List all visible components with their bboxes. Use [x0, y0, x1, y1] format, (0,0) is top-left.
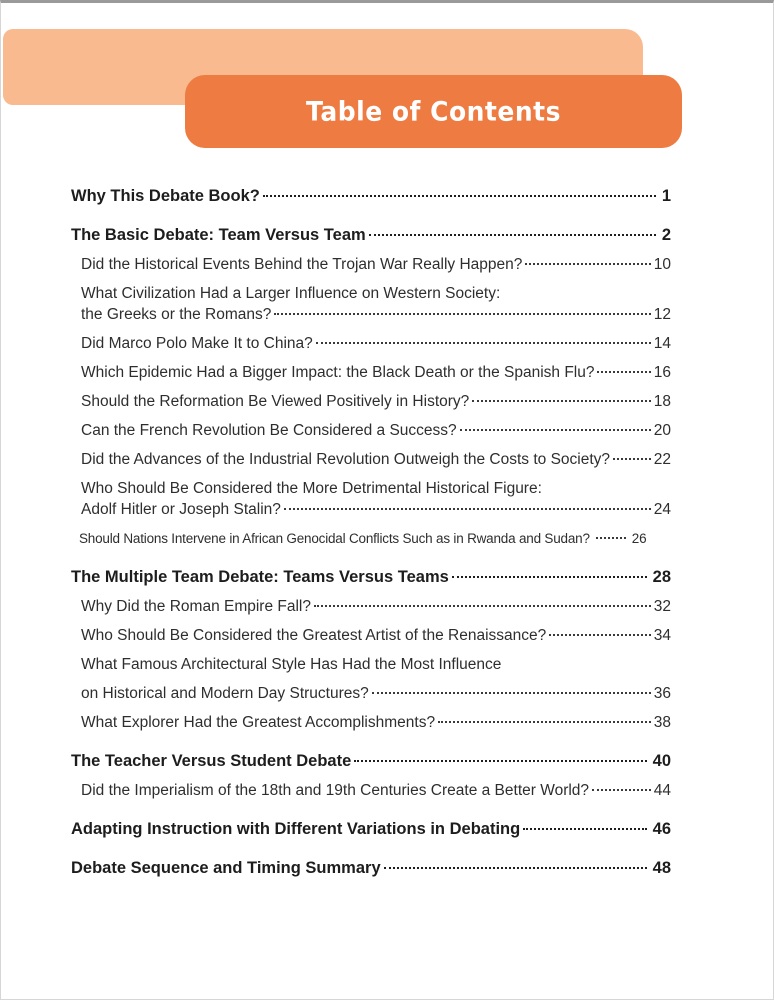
- toc-entry-title: Did Marco Polo Make It to China?: [81, 335, 313, 352]
- toc-sub-entry: [71, 597, 671, 616]
- page-number: 38: [653, 714, 671, 731]
- page-number: 28: [652, 568, 671, 586]
- page-number: 1: [661, 187, 671, 205]
- toc-sub-entry: [71, 684, 671, 703]
- toc-sub-entry: [71, 713, 671, 732]
- dot-leader: [316, 342, 651, 344]
- table-of-contents: [71, 187, 671, 878]
- toc-sub-entry: [71, 626, 671, 645]
- page-number: 10: [653, 256, 671, 273]
- toc-sub-entry: [71, 479, 671, 498]
- toc-sub-entry: [71, 305, 671, 324]
- toc-entry-title: Should the Reformation Be Viewed Positively in History?: [81, 393, 470, 410]
- toc-sub-entry: [71, 284, 671, 303]
- toc-entry-title: Adolf Hitler or Joseph Stalin?: [81, 501, 281, 518]
- toc-entry-title: The Teacher Versus Student Debate: [71, 752, 352, 770]
- page-number: 48: [652, 859, 671, 877]
- dot-leader: [596, 537, 626, 539]
- dot-leader: [452, 576, 647, 578]
- dot-leader: [369, 234, 656, 236]
- toc-sub-entry: [71, 500, 671, 519]
- page-number: 34: [653, 627, 671, 644]
- dot-leader: [592, 789, 651, 791]
- page-number: 2: [661, 226, 671, 244]
- toc-sub-entry: [71, 392, 671, 411]
- dot-leader: [284, 508, 651, 510]
- page-number: 32: [653, 598, 671, 615]
- dot-leader: [549, 634, 650, 636]
- toc-entry-title: The Basic Debate: Team Versus Team: [71, 226, 366, 244]
- toc-chapter-entry: [71, 226, 671, 245]
- dot-leader: [597, 371, 650, 373]
- toc-sub-entry: [71, 255, 671, 274]
- toc-chapter-entry: [71, 820, 671, 839]
- toc-sub-entry: [71, 363, 671, 382]
- dot-leader: [438, 721, 651, 723]
- toc-sub-entry: [71, 529, 671, 548]
- toc-entry-title: What Famous Architectural Style Has Had the Most Influence: [81, 656, 502, 673]
- page-number: 18: [653, 393, 671, 410]
- toc-chapter-entry: [71, 187, 671, 206]
- dot-leader: [263, 195, 656, 197]
- toc-entry-title: Why This Debate Book?: [71, 187, 260, 205]
- toc-entry-title: The Multiple Team Debate: Teams Versus Teams: [71, 568, 449, 586]
- toc-entry-title: Did the Imperialism of the 18th and 19th Centuries Create a Better World?: [81, 782, 590, 799]
- dot-leader: [274, 313, 650, 315]
- page-number: 46: [652, 820, 671, 838]
- toc-sub-entry: [71, 781, 671, 800]
- toc-chapter-entry: [71, 859, 671, 878]
- toc-sub-entry: [71, 421, 671, 440]
- toc-entry-title: Adapting Instruction with Different Variations in Debating: [71, 820, 521, 838]
- page-number: 22: [653, 451, 671, 468]
- toc-sub-entry: [71, 334, 671, 353]
- toc-sub-entry: [71, 655, 671, 674]
- dot-leader: [354, 760, 646, 762]
- page-number: 20: [653, 422, 671, 439]
- dot-leader: [314, 605, 651, 607]
- toc-entry-title: What Civilization Had a Larger Influence on Western Society:: [81, 285, 501, 302]
- toc-entry-title: Who Should Be Considered the Greatest Artist of the Renaissance?: [81, 627, 547, 644]
- dot-leader: [525, 263, 650, 265]
- toc-sub-entry: [71, 450, 671, 469]
- toc-chapter-entry: [71, 568, 671, 587]
- toc-entry-title: Which Epidemic Had a Bigger Impact: the Black Death or the Spanish Flu?: [81, 364, 595, 381]
- page-number: 40: [652, 752, 671, 770]
- dot-leader: [523, 828, 646, 830]
- dot-leader: [613, 458, 651, 460]
- page-title: Table of Contents: [306, 95, 561, 128]
- toc-entry-title: on Historical and Modern Day Structures?: [81, 685, 369, 702]
- page-number: 44: [653, 782, 671, 799]
- page-number: 16: [653, 364, 671, 381]
- toc-entry-title: Did the Advances of the Industrial Revolution Outweigh the Costs to Society?: [81, 451, 611, 468]
- page-number: 24: [653, 501, 671, 518]
- title-banner: [185, 75, 682, 148]
- page-number: 14: [653, 335, 671, 352]
- toc-entry-title: Who Should Be Considered the More Detrimental Historical Figure:: [81, 480, 542, 497]
- dot-leader: [460, 429, 651, 431]
- toc-entry-title: Did the Historical Events Behind the Trojan War Really Happen?: [81, 256, 523, 273]
- toc-entry-title: the Greeks or the Romans?: [81, 306, 272, 323]
- toc-entry-title: Should Nations Intervene in African Genocidal Conflicts Such as in Rwanda and Sudan?: [79, 531, 590, 546]
- toc-entry-title: Debate Sequence and Timing Summary: [71, 859, 381, 877]
- toc-chapter-entry: [71, 752, 671, 771]
- page-number: 12: [653, 306, 671, 323]
- toc-entry-title: Why Did the Roman Empire Fall?: [81, 598, 311, 615]
- dot-leader: [384, 867, 647, 869]
- dot-leader: [472, 400, 650, 402]
- toc-entry-title: Can the French Revolution Be Considered a Success?: [81, 422, 457, 439]
- dot-leader: [372, 692, 651, 694]
- page-number: 26: [631, 531, 647, 546]
- page-number: 36: [653, 685, 671, 702]
- toc-entry-title: What Explorer Had the Greatest Accomplishments?: [81, 714, 436, 731]
